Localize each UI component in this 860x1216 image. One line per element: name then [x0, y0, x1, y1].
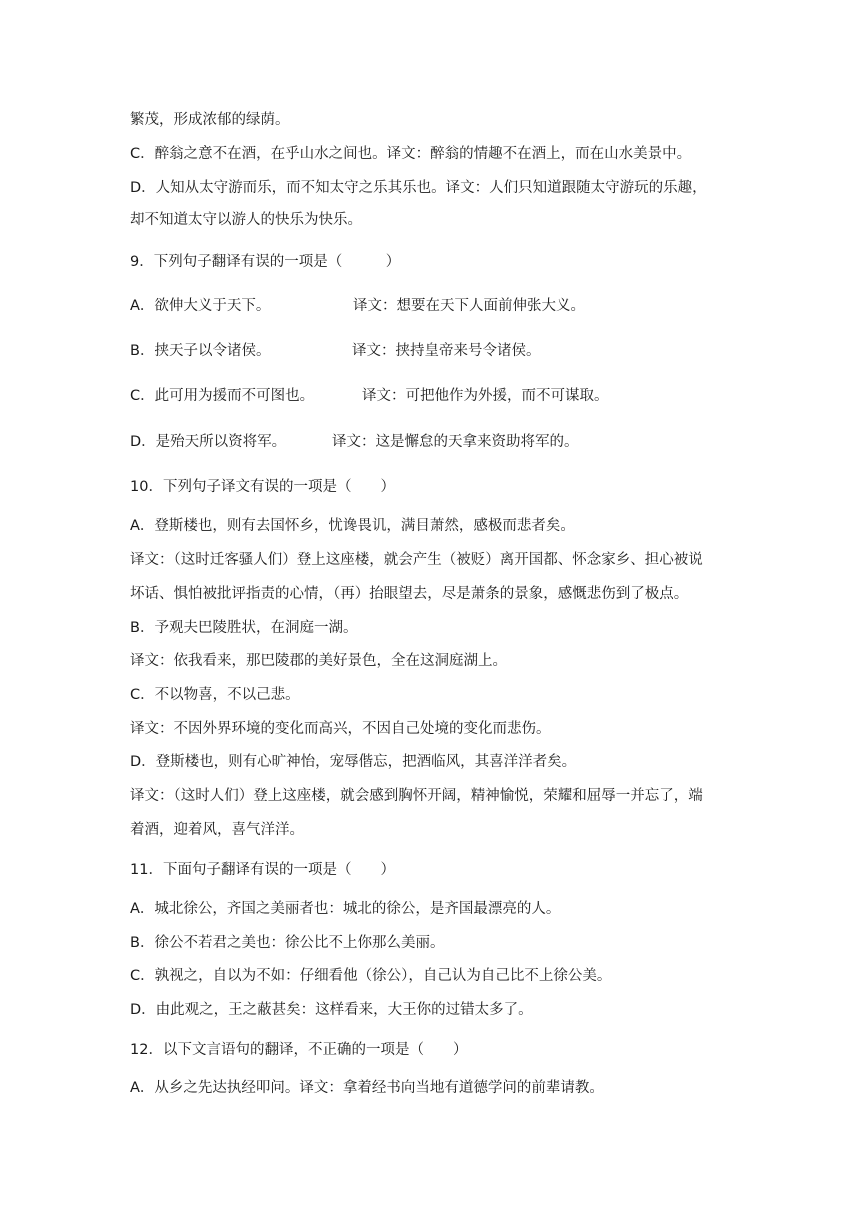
- question-12: 12．以下文言语句的翻译，不正确的一项是（ ）: [130, 1042, 468, 1058]
- question-10: 10．下列句子译文有误的一项是（ ）: [130, 479, 395, 495]
- option-c: C．醉翁之意不在酒，在乎山水之间也。译文：醉翁的情趣不在酒上，而在山水美景中。: [130, 146, 692, 162]
- text-line: 繁茂，形成浓郁的绿荫。: [130, 112, 290, 128]
- q9-option-b-translation: 译文：挟持皇帝来号令诸侯。: [352, 343, 541, 359]
- q9-option-d: D．是殆天所以资将军。: [130, 434, 287, 450]
- q9-option-a-translation: 译文：想要在天下人面前伸张大义。: [353, 298, 585, 314]
- q10-option-d-translation: 译文：（这时人们）登上这座楼，就会感到胸怀开阔，精神愉悦，荣耀和屈辱一并忘了，端: [130, 788, 703, 804]
- q10-option-a: A．登斯楼也，则有去国怀乡，忧谗畏讥，满目萧然，感极而悲者矣。: [130, 518, 575, 534]
- q10-option-b-translation: 译文：依我看来，那巴陵郡的美好景色，全在这洞庭湖上。: [130, 653, 507, 669]
- q10-option-d-translation-cont: 着酒，迎着风，喜气洋洋。: [130, 822, 304, 838]
- q10-option-c-translation: 译文：不因外界环境的变化而高兴，不因自己处境的变化而悲伤。: [130, 721, 551, 737]
- q11-option-a: A．城北徐公，齐国之美丽者也：城北的徐公，是齐国最漂亮的人。: [130, 901, 561, 917]
- text-line: 却不知道太守以游人的快乐为快乐。: [130, 212, 362, 228]
- q9-option-c: C．此可用为援而不可图也。: [130, 388, 315, 404]
- q11-option-c: C．孰视之，自以为不如：仔细看他（徐公），自己认为自己比不上徐公美。: [130, 968, 612, 984]
- q12-option-a: A．从乡之先达执经叩问。译文：拿着经书向当地有道德学问的前辈请教。: [130, 1080, 604, 1096]
- q9-option-c-translation: 译文：可把他作为外援，而不可谋取。: [362, 388, 609, 404]
- q10-option-b: B．予观夫巴陵胜状，在洞庭一湖。: [130, 620, 358, 636]
- q11-option-d: D．由此观之，王之蔽甚矣：这样看来，大王你的过错太多了。: [130, 1002, 533, 1018]
- option-d: D．人知从太守游而乐，而不知太守之乐其乐也。译文：人们只知道跟随太守游玩的乐趣，: [130, 180, 707, 196]
- q10-option-a-translation: 译文：（这时迁客骚人们）登上这座楼，就会产生（被贬）离开国都、怀念家乡、担心被说: [130, 552, 703, 568]
- q10-option-d: D．登斯楼也，则有心旷神怡，宠辱偕忘，把酒临风，其喜洋洋者矣。: [130, 754, 577, 770]
- q11-option-b: B．徐公不若君之美也：徐公比不上你那么美丽。: [130, 935, 445, 951]
- q10-option-a-translation-cont: 坏话、惧怕被批评指责的心情，（再）抬眼望去，尽是萧条的景象，感慨悲伤到了极点。: [130, 586, 689, 602]
- question-9: 9．下列句子翻译有误的一项是（ ）: [130, 254, 401, 270]
- q9-option-a: A．欲伸大义于天下。: [130, 298, 271, 314]
- question-11: 11．下面句子翻译有误的一项是（ ）: [130, 862, 395, 878]
- q9-option-b: B．挟天子以令诸侯。: [130, 343, 271, 359]
- q9-option-d-translation: 译文：这是懈怠的天拿来资助将军的。: [332, 434, 579, 450]
- q10-option-c: C．不以物喜，不以己悲。: [130, 687, 300, 703]
